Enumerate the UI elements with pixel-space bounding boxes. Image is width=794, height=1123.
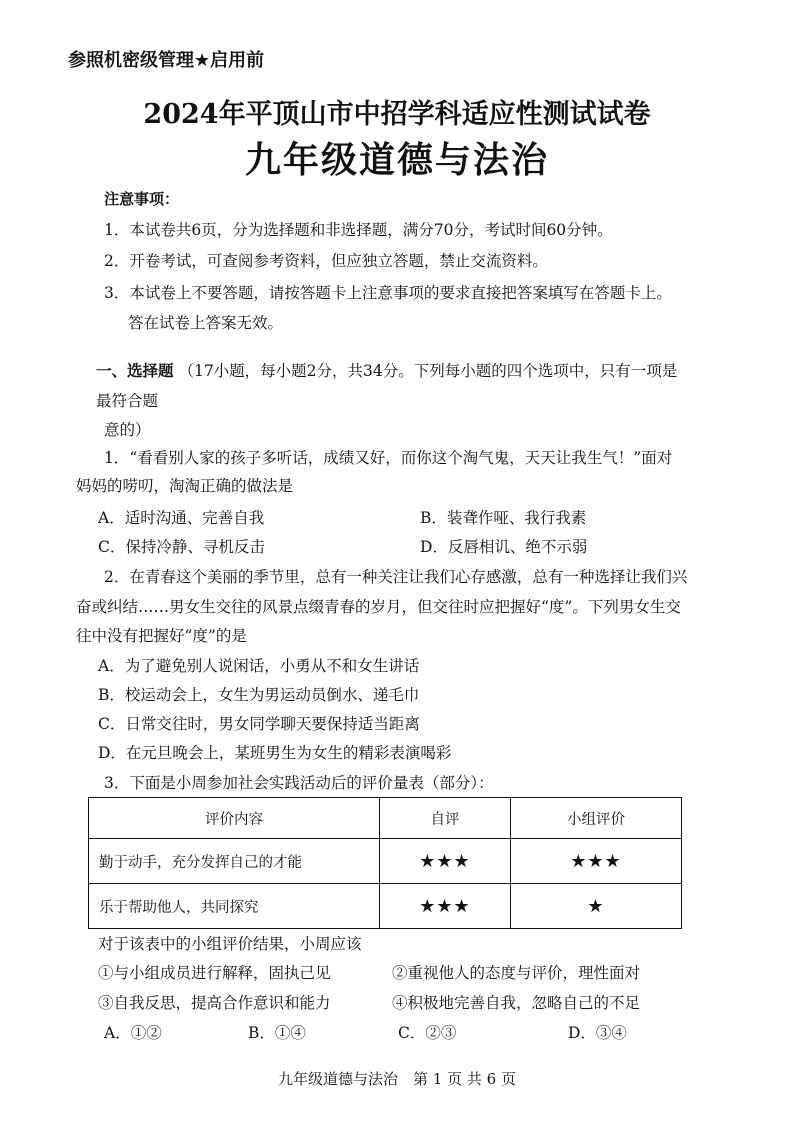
- q3-option-c: C．②③: [398, 1024, 457, 1042]
- q3-option-a: A．①②: [104, 1024, 162, 1042]
- q1-option-b: B．装聋作哑、我行我素: [420, 509, 587, 527]
- section-desc-line2: 最符合题: [96, 392, 159, 410]
- table-cell-group-rating: ★★★: [511, 839, 682, 884]
- section-header: [96, 359, 677, 381]
- page-footer: 九年级道德与法治 第 1 页 共 6 页: [278, 1070, 516, 1088]
- q3-statement-2: ②重视他人的态度与评价，理性面对: [392, 964, 641, 982]
- section-desc-line3: 意的）: [104, 421, 151, 439]
- table-header-self: 自评: [380, 798, 511, 839]
- q3-statement-4: ④积极地完善自我，忽略自己的不足: [392, 994, 641, 1012]
- q2-stem-line2: 奋或纠结……男女生交往的风景点缀青春的岁月，但交往时应把握好“度”。下列男女生交: [76, 598, 681, 616]
- q2-option-b: B．校运动会上，女生为男运动员倒水、递毛巾: [98, 686, 420, 704]
- table-header-group: 小组评价: [511, 798, 682, 839]
- q1-option-a: A．适时沟通、完善自我: [98, 509, 265, 527]
- table-header-content: 评价内容: [89, 798, 380, 839]
- section-desc: （17小题，每小题2分，共34分。下列每小题的四个选项中，只有一项是: [178, 362, 678, 380]
- notice-item-3-cont: 答在试卷上答案无效。: [128, 314, 284, 332]
- q2-stem-line3: 往中没有把握好“度”的是: [76, 627, 247, 645]
- q2-option-a: A．为了避免别人说闲话，小勇从不和女生讲话: [98, 657, 420, 675]
- q2-stem-line1: 2．在青春这个美丽的季节里，总有一种关注让我们心存感激，总有一种选择让我们兴: [104, 568, 688, 586]
- notice-item-1: 1．本试卷共6页，分为选择题和非选择题，满分70分，考试时间60分钟。: [104, 221, 613, 239]
- table-row: [89, 839, 682, 884]
- notice-item-2: 2．开卷考试，可查阅参考资料，但应独立答题，禁止交流资料。: [104, 252, 548, 270]
- q3-stem: 3．下面是小周参加社会实践活动后的评价量表（部分）：: [104, 774, 494, 792]
- q1-option-c: C．保持冷静、寻机反击: [98, 538, 265, 556]
- q3-option-d: D．③④: [568, 1024, 627, 1042]
- q3-statement-1: ①与小组成员进行解释，固执己见: [98, 964, 331, 982]
- evaluation-table: [88, 797, 682, 929]
- table-row: [89, 884, 682, 929]
- q1-option-d: D．反唇相讥、绝不示弱: [420, 538, 588, 556]
- section-title: 一、选择题: [96, 362, 174, 380]
- q2-option-d: D．在元旦晚会上，某班男生为女生的精彩表演喝彩: [98, 744, 452, 762]
- q3-option-b: B．①④: [248, 1024, 306, 1042]
- q3-statement-3: ③自我反思，提高合作意识和能力: [98, 994, 331, 1012]
- subject-title: 九年级道德与法治: [244, 139, 549, 181]
- q1-stem-line1: 1．“看看别人家的孩子多听话，成绩又好，而你这个淘气鬼，天天让我生气！”面对: [104, 449, 673, 467]
- q1-stem-line2: 妈妈的唠叨，淘淘正确的做法是: [76, 477, 294, 495]
- table-header-row: [89, 798, 682, 839]
- notice-item-3: 3．本试卷上不要答题，请按答题卡上注意事项的要求直接把答案填写在答题卡上。: [104, 284, 672, 302]
- q2-option-c: C．日常交往时，男女同学聊天要保持适当距离: [98, 715, 420, 733]
- exam-title: 2024年平顶山市中招学科适应性测试试卷: [143, 99, 651, 130]
- table-cell-content: 勤于动手，充分发挥自己的才能: [89, 839, 380, 884]
- table-cell-content: 乐于帮助他人，共同探究: [89, 884, 380, 929]
- table-cell-group-rating: ★: [511, 884, 682, 929]
- q3-followup: 对于该表中的小组评价结果，小周应该: [98, 935, 362, 953]
- notice-heading: 注意事项：: [104, 190, 180, 208]
- confidentiality-label: 参照机密级管理★启用前: [68, 50, 265, 71]
- table-cell-self-rating: ★★★: [380, 839, 511, 884]
- table-cell-self-rating: ★★★: [380, 884, 511, 929]
